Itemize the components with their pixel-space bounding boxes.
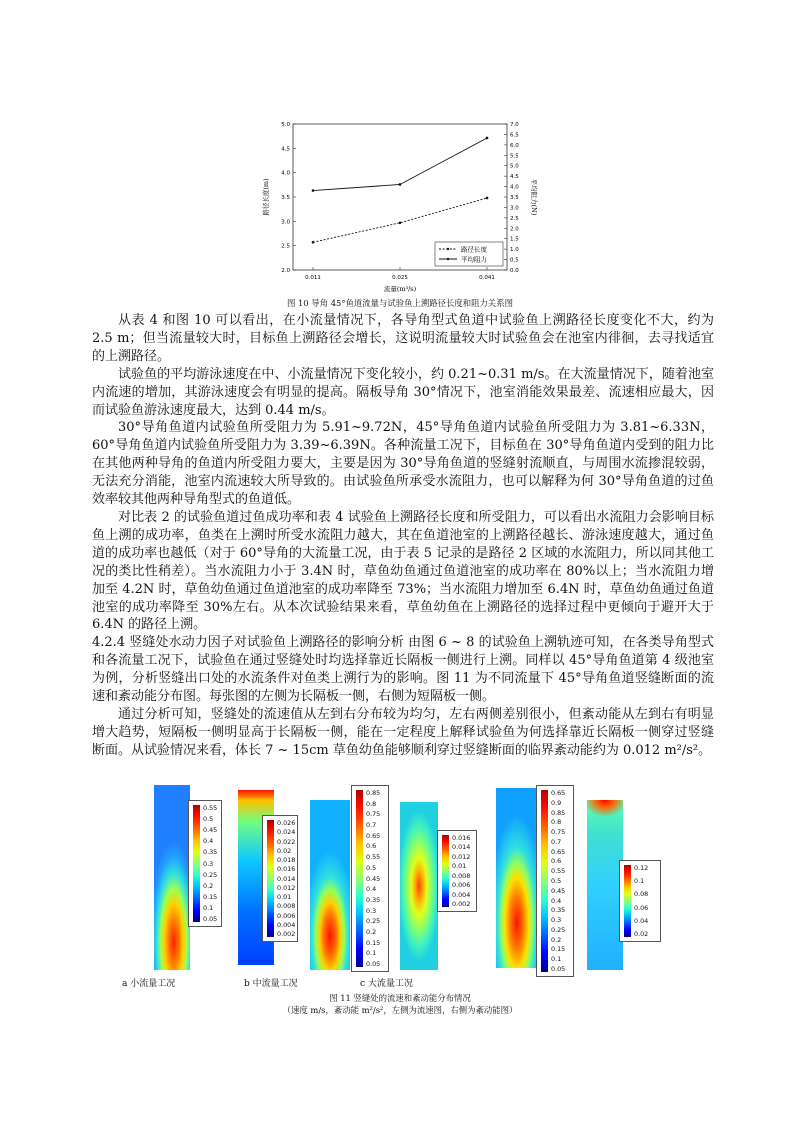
right-tick-label: 3.5 xyxy=(510,195,519,201)
velocity-colorbar-tick-label: 0.9 xyxy=(551,798,562,807)
velocity-colorbar-tick-label: 0.4 xyxy=(366,885,377,894)
tke-colorbar-tick-label: 0.008 xyxy=(277,902,296,911)
velocity-colorbar-tick-label: 0.55 xyxy=(551,867,566,876)
velocity-colorbar-tick-label: 0.35 xyxy=(203,848,218,857)
right-tick-label: 1.0 xyxy=(510,247,519,254)
velocity-colorbar-ticks xyxy=(203,805,219,922)
velocity-colorbar-tick-label: 0.35 xyxy=(551,906,566,915)
velocity-colorbar-tick-label: 0.1 xyxy=(203,903,214,912)
tke-colorbar-tick-label: 0.014 xyxy=(452,843,471,852)
left-tick-label: 4.0 xyxy=(281,170,290,177)
velocity-colorbar-tick-label: 0.3 xyxy=(366,906,377,915)
velocity-colorbar-tick-label: 0.85 xyxy=(551,808,566,817)
right-axis-label: 平均阻力(N) xyxy=(530,178,538,216)
tke-colorbar-tick-label: 0.024 xyxy=(277,828,296,837)
tke-colorbar xyxy=(262,815,298,942)
right-tick-label: 3.0 xyxy=(510,205,519,212)
tke-colorbar-tick-label: 0.018 xyxy=(277,856,296,864)
tke-colorbar-tick-label: 0.026 xyxy=(277,819,296,827)
x-tick-label: 0.011 xyxy=(305,275,321,281)
tke-colorbar-ticks xyxy=(634,865,658,937)
left-tick-label: 5.0 xyxy=(281,122,290,128)
velocity-colorbar-tick-label: 0.7 xyxy=(551,837,562,846)
left-axis-label: 路径长度(m) xyxy=(262,178,270,216)
tke-colorbar-tick-label: 0.012 xyxy=(452,852,471,861)
velocity-colorbar-tick-label: 0.8 xyxy=(366,799,377,808)
tke-colorbar-tick-label: 0.008 xyxy=(452,871,471,880)
velocity-colorbar-tick-label: 0.35 xyxy=(366,895,381,904)
velocity-colorbar-tick-label: 0.3 xyxy=(551,916,562,925)
tke-colorbar-ticks xyxy=(277,820,295,937)
velocity-colorbar-strip xyxy=(193,805,200,922)
x-tick-label: 0.041 xyxy=(479,275,495,281)
tke-colorbar-tick-label: 0.004 xyxy=(277,920,296,929)
velocity-colorbar-tick-label: 0.6 xyxy=(551,857,562,866)
velocity-colorbar-tick-label: 0.3 xyxy=(203,859,214,868)
legend-label-1: 平均阻力 xyxy=(461,255,487,264)
series-line-0 xyxy=(313,198,487,242)
right-tick-label: 4.0 xyxy=(510,184,519,191)
right-tick-label: 6.5 xyxy=(510,132,519,139)
series-point-1 xyxy=(486,137,489,140)
right-tick-label: 5.5 xyxy=(510,153,519,160)
velocity-colorbar-tick-label: 0.1 xyxy=(551,955,562,964)
velocity-colorbar-tick-label: 0.05 xyxy=(551,965,566,973)
velocity-colorbar-tick-label: 0.25 xyxy=(366,917,381,926)
velocity-colorbar-tick-label: 0.55 xyxy=(203,804,218,812)
velocity-colorbar-tick-label: 0.05 xyxy=(203,915,218,923)
tke-colorbar-strip xyxy=(442,835,449,907)
velocity-colorbar-tick-label: 0.7 xyxy=(366,821,377,830)
figure-10-caption: 图 10 导角 45°鱼道流量与试验鱼上溯路径长度和阻力关系图 xyxy=(286,298,514,308)
velocity-colorbar-tick-label: 0.65 xyxy=(551,847,566,856)
velocity-colorbar xyxy=(536,785,574,977)
velocity-colorbar-ticks xyxy=(366,790,386,967)
velocity-colorbar-tick-label: 0.2 xyxy=(551,935,562,944)
right-tick-label: 2.0 xyxy=(510,226,519,233)
velocity-colorbar-tick-label: 0.15 xyxy=(551,945,566,954)
paragraph: 对比表 2 的试验鱼道过鱼成功率和表 4 试验鱼上溯路径长度和所受阻力，可以看出水流阻力会影响目标鱼上溯的成功率，鱼类在上溯时所受水流阻力越大，其在鱼道池室的上溯路径越长、游泳速度越大，通过鱼道的成功率也越低（对于 60°导角的大流量工况，由于表 5 记录的是路径 2 区域的水流阻力，所以同其他工况的类比性稍差）。当水流阻力小于 3.4N 时，草鱼幼鱼通过鱼道池室的成功率在 80%以上；当水流阻力增加至 4.2N 时，草鱼幼鱼通过鱼道池室的成功率降至 73%；当水流阻力增加至 6.4N 时，草鱼幼鱼通过鱼道池室的成功率降至 30%左右。从本次试验结果来看，草鱼幼鱼在上溯路径的选择过程中更倾向于避开大于 6.4N 的路径上溯。 xyxy=(92,509,714,633)
panel-a-label: a 小流量工况 xyxy=(122,979,176,989)
right-tick-label: 1.5 xyxy=(510,236,519,243)
tke-colorbar-tick-label: 0.014 xyxy=(277,874,296,883)
paragraph-section-4-2-4: 4.2.4 竖缝处水动力因子对试验鱼上溯路径的影响分析 由图 6 ~ 8 的试验鱼上溯轨迹可知，在各类导角型式和各流量工况下，试验鱼在通过竖缝处时均选择靠近长隔板一侧进行上溯。同样以 45°导角鱼道第 4 级池室为例，分析竖缝出口处的水流条件对鱼类上溯行为的影响。图 11 为不同流量下 45°导角鱼道竖缝断面的流速和紊动能分布图。每张图的左侧为长隔板一侧，右侧为短隔板一侧。 xyxy=(92,635,714,705)
velocity-colorbar-tick-label: 0.25 xyxy=(203,870,218,879)
velocity-colorbar-tick-label: 0.45 xyxy=(366,874,381,883)
velocity-colorbar-tick-label: 0.6 xyxy=(366,842,377,851)
tke-colorbar-tick-label: 0.012 xyxy=(277,883,296,892)
velocity-colorbar-tick-label: 0.15 xyxy=(203,892,218,901)
velocity-colorbar-tick-label: 0.4 xyxy=(203,837,214,846)
paragraph: 从表 4 和图 10 可以看出，在小流量情况下，各导角型式鱼道中试验鱼上溯路径长度变化不大，约为 2.5 m；但当流量较大时，目标鱼上溯路径会增长，这说明流量较大时试验鱼会在池室内徘徊，去寻找适宜的上溯路径。 xyxy=(92,313,714,364)
tke-colorbar-strip xyxy=(624,865,631,937)
tke-contour-image xyxy=(587,800,623,970)
velocity-colorbar-tick-label: 0.2 xyxy=(203,881,214,890)
series-point-1 xyxy=(312,189,315,192)
velocity-colorbar-ticks xyxy=(551,790,571,972)
panel-b-label: b 中流量工况 xyxy=(244,979,298,989)
left-tick-label: 3.0 xyxy=(281,219,290,226)
right-tick-label: 2.5 xyxy=(510,215,519,222)
right-tick-label: 7.0 xyxy=(510,122,519,128)
tke-colorbar xyxy=(437,830,477,912)
velocity-colorbar-tick-label: 0.1 xyxy=(366,949,377,958)
velocity-colorbar xyxy=(188,800,222,927)
figure-11 xyxy=(92,780,714,995)
velocity-colorbar-tick-label: 0.75 xyxy=(366,810,381,819)
panel-c-label: c 大流量工况 xyxy=(360,979,413,989)
tke-colorbar-tick-label: 0.002 xyxy=(277,930,296,938)
velocity-contour-image xyxy=(496,788,536,968)
legend-marker-1 xyxy=(447,258,449,260)
velocity-colorbar-tick-label: 0.65 xyxy=(551,789,566,797)
right-tick-label: 6.0 xyxy=(510,142,519,149)
velocity-colorbar-tick-label: 0.05 xyxy=(366,960,381,968)
series-line-1 xyxy=(313,138,487,191)
body-text-upper xyxy=(92,312,714,760)
right-tick-label: 0.5 xyxy=(510,257,519,264)
velocity-contour-image xyxy=(154,785,190,970)
paragraph: 通过分析可知，竖缝处的流速值从左到右分布较为均匀，左右两侧差别很小，但紊动能从左到右有明显增大趋势，短隔板一侧明显高于长隔板一侧，能在一定程度上解释试验鱼为何选择靠近长隔板一侧穿过竖缝断面。从试验情况来看，体长 7 ~ 15cm 草鱼幼鱼能够顺利穿过竖缝断面的临界紊动能约为 0.012 m²/s²。 xyxy=(92,706,714,758)
velocity-colorbar-tick-label: 0.2 xyxy=(366,927,377,936)
velocity-colorbar-strip xyxy=(356,790,363,967)
series-point-0 xyxy=(399,221,402,224)
figure-11-caption: 图 11 竖缝处的流速和紊动能分布情况 xyxy=(329,993,471,1003)
tke-colorbar-tick-label: 0.01 xyxy=(452,862,467,871)
tke-colorbar-tick-label: 0.016 xyxy=(452,834,471,842)
paragraph: 30°导角鱼道内试验鱼所受阻力为 5.91~9.72N，45°导角鱼道内试验鱼所受阻力为 3.81~6.33N，60°导角鱼道内试验鱼所受阻力为 3.39~6.39N。各种流量工况下，目标鱼在 30°导角鱼道内受到的阻力比在其他两种导角的鱼道内所受阻力要大，主要是因为 30°导角鱼道的竖缝射流顺直，与周围水流掺混较弱，无法充分消能，池室内流速较大所导致的。由试验鱼所承受水流阻力，也可以解释为何 30°导角鱼道的过鱼效率较其他两种导角型式的鱼道低。 xyxy=(92,420,714,508)
velocity-colorbar-tick-label: 0.4 xyxy=(551,896,562,905)
tke-colorbar-tick-label: 0.006 xyxy=(452,881,471,890)
right-tick-label: 4.5 xyxy=(510,174,519,181)
left-tick-label: 2.5 xyxy=(281,243,290,250)
velocity-colorbar-tick-label: 0.5 xyxy=(203,815,214,824)
velocity-colorbar-tick-label: 0.55 xyxy=(366,853,381,862)
velocity-colorbar-tick-label: 0.15 xyxy=(366,938,381,947)
tke-colorbar-tick-label: 0.01 xyxy=(277,893,292,901)
tke-colorbar-tick-label: 0.08 xyxy=(634,890,649,899)
figure-10-chart xyxy=(255,112,545,302)
velocity-colorbar-tick-label: 0.45 xyxy=(203,826,218,835)
series-point-0 xyxy=(486,197,489,200)
velocity-colorbar-tick-label: 0.8 xyxy=(551,818,562,827)
right-tick-label: 0.0 xyxy=(510,268,519,274)
x-tick-label: 0.025 xyxy=(392,275,408,281)
tke-colorbar-tick-label: 0.02 xyxy=(277,846,292,855)
right-tick-label: 5.0 xyxy=(510,163,519,170)
tke-colorbar-tick-label: 0.006 xyxy=(277,911,296,920)
legend-marker-0 xyxy=(447,248,449,250)
velocity-colorbar-tick-label: 0.75 xyxy=(551,828,566,837)
tke-colorbar-ticks xyxy=(452,835,474,907)
figure-11-note: （速度 m/s，紊动能 m²/s²，左侧为流速图，右侧为紊动能图） xyxy=(282,1005,518,1015)
velocity-colorbar-tick-label: 0.85 xyxy=(366,789,381,797)
tke-colorbar-tick-label: 0.022 xyxy=(277,837,296,846)
series-point-1 xyxy=(399,183,402,186)
velocity-colorbar-strip xyxy=(541,790,548,972)
velocity-colorbar-tick-label: 0.5 xyxy=(366,863,377,872)
tke-colorbar-tick-label: 0.12 xyxy=(634,864,649,872)
tke-colorbar xyxy=(619,860,661,942)
tke-colorbar-tick-label: 0.004 xyxy=(452,890,471,899)
left-tick-label: 2.0 xyxy=(281,268,290,274)
paragraph: 试验鱼的平均游泳速度在中、小流量情况下变化较小，约 0.21~0.31 m/s。在大流量情况下，随着池室内流速的增加，其游泳速度会有明显的提高。隔板导角 30°情况下，池室消能效果最差、流速相应最大，因而试验鱼游泳速度最大，达到 0.44 m/s。 xyxy=(92,366,714,418)
figure-10-svg xyxy=(255,112,545,302)
velocity-contour-image xyxy=(310,800,350,970)
x-axis-label: 流量(m³/s) xyxy=(383,285,417,293)
left-tick-label: 3.5 xyxy=(281,195,290,201)
tke-colorbar-tick-label: 0.002 xyxy=(452,900,471,908)
tke-colorbar-tick-label: 0.1 xyxy=(634,877,645,886)
velocity-colorbar xyxy=(351,785,389,972)
velocity-colorbar-tick-label: 0.45 xyxy=(551,886,566,895)
left-tick-label: 4.5 xyxy=(281,146,290,153)
tke-colorbar-tick-label: 0.04 xyxy=(634,916,649,925)
tke-contour-image xyxy=(400,802,438,970)
tke-colorbar-tick-label: 0.016 xyxy=(277,865,296,874)
legend-label-0: 路径长度 xyxy=(461,245,487,254)
velocity-colorbar-tick-label: 0.65 xyxy=(366,831,381,840)
tke-colorbar-tick-label: 0.06 xyxy=(634,903,649,912)
tke-colorbar-tick-label: 0.02 xyxy=(634,930,649,938)
velocity-colorbar-tick-label: 0.5 xyxy=(551,877,562,885)
series-point-0 xyxy=(312,241,315,244)
tke-colorbar-strip xyxy=(267,820,274,937)
velocity-colorbar-tick-label: 0.25 xyxy=(551,925,566,934)
